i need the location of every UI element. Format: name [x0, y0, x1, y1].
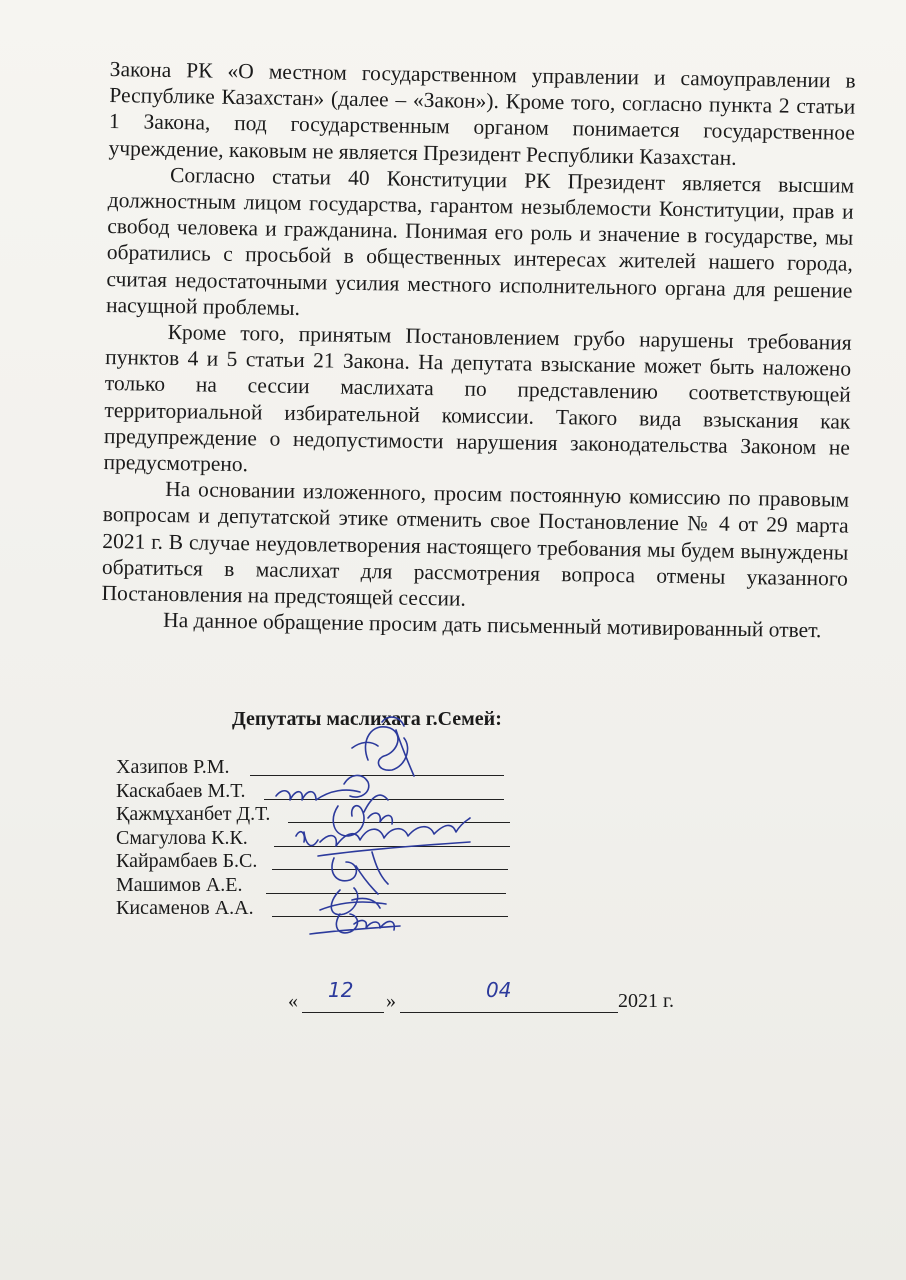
signature-mark	[318, 842, 470, 856]
signature-mark	[333, 806, 392, 836]
signature-mark	[310, 914, 400, 934]
paragraph-3: Кроме того, принятым Постановлением грубо нарушены требования пунктов 4 и 5 статьи 21 Закона. На депутата взыскание может быть наложено только на сессии маслихата по представлению соответствующей территориальной избирательной комиссии. Такого вида взыскания как предупреждение о недопустимости нарушения законодательства Законом не предусмотрено.	[103, 319, 852, 477]
signature-mark	[276, 775, 369, 800]
paragraph-1: Закона РК «О местном государственном управлении и самоуправлении в Республике Казахстан» (далее – «Закон»). Кроме того, согласно пункта 2 статьи 1 Закона, под государственным органом понимается государственное учреждение, каковым не является Президент Республики Казахстан.	[108, 56, 856, 170]
signers-list	[116, 756, 270, 921]
signer-name: Каскабаев М.Т.	[116, 779, 246, 802]
letter-body	[101, 56, 856, 644]
signature-block-title: Депутаты маслихата г.Семей:	[232, 708, 502, 730]
signature-mark	[352, 727, 414, 776]
paragraph-2: Согласно статьи 40 Конституции РК Президент является высшим должностным лицом государства, гарантом незыблемости Конституции, прав и свобод человека и гражданина. Понимая его роль и значение в государстве, мы обратились с просьбой в общественных интересах жителей нашего города, считая недостаточными усилия местного исполнительного органа для решение насущной проблемы.	[105, 162, 855, 320]
signer-name: Кайрамбаев Б.С.	[116, 850, 258, 872]
date-close-quote: »	[386, 990, 396, 1012]
signer-row	[116, 874, 270, 898]
date-year: 2021 г.	[618, 990, 674, 1012]
signer-name: Машимов А.Е.	[116, 873, 243, 896]
signer-row	[116, 850, 270, 874]
signer-row	[116, 827, 270, 851]
signature-line	[264, 799, 504, 800]
signer-name: Хазипов Р.М.	[116, 756, 230, 778]
signer-row	[116, 756, 270, 780]
signature-mark	[332, 852, 388, 894]
signature-line	[274, 846, 510, 847]
signature-line	[272, 916, 508, 917]
signature-line	[250, 775, 504, 776]
signature-line	[272, 869, 508, 870]
signer-row	[116, 897, 270, 921]
signer-name: Кисаменов А.А.	[116, 897, 254, 919]
signature-line	[288, 822, 510, 823]
signature-line	[266, 893, 506, 894]
day-underline	[302, 1012, 384, 1013]
day-handwritten: 12	[328, 978, 354, 1002]
signer-row	[116, 803, 270, 827]
month-handwritten: 04	[486, 978, 512, 1002]
signer-name: Смагулова К.К.	[116, 826, 248, 849]
paragraph-4: На основании изложенного, просим постоянную комиссию по правовым вопросам и депутатской этике отменить свое Постановление № 4 от 29 марта 2021 г. В случае неудовлетворения настоящего требования мы будем вынуждены обратиться в маслихат для рассмотрения вопроса отмены указанного Постановления на предстоящей сессии.	[101, 477, 850, 611]
paragraph-5: На данное обращение просим дать письменный мотивированный ответ.	[162, 608, 822, 643]
date-line	[288, 978, 688, 1020]
signer-name: Қажмұханбет Д.Т.	[116, 803, 271, 825]
signer-row	[116, 780, 270, 804]
date-open-quote: «	[288, 990, 298, 1012]
month-underline	[400, 1012, 618, 1013]
